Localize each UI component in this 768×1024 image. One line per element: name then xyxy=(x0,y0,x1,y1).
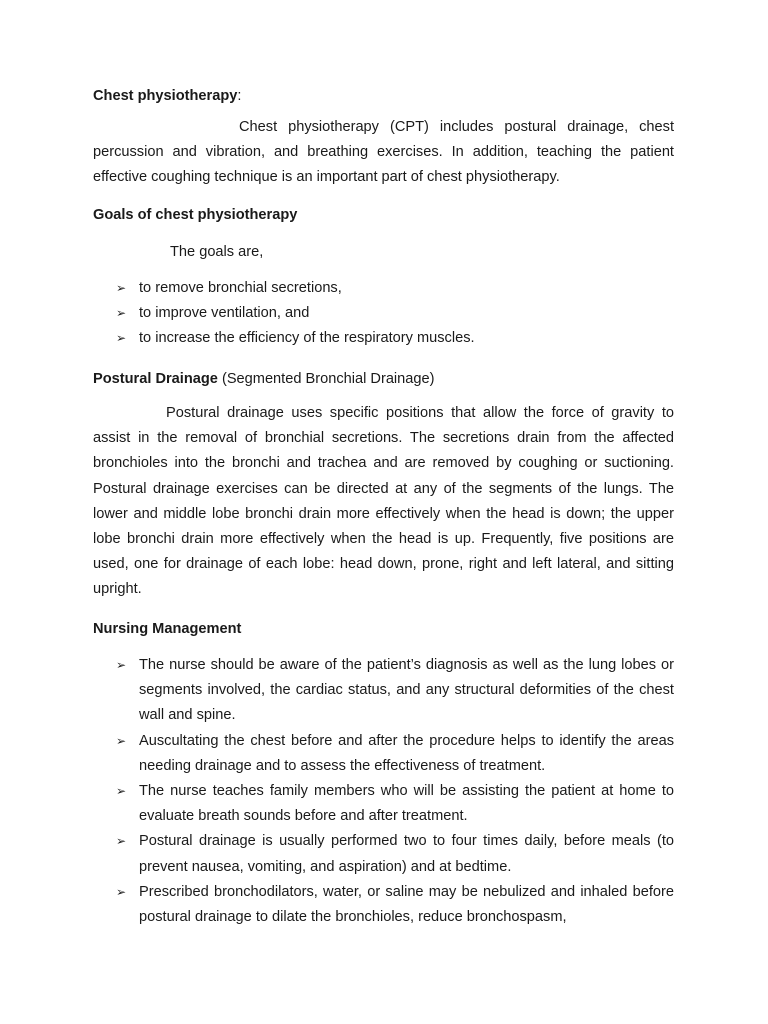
heading-postural-drainage xyxy=(93,370,674,388)
list-item xyxy=(93,779,674,829)
arrow-bullet-icon: ➢ xyxy=(116,834,127,849)
heading-nursing-management: Nursing Management xyxy=(93,621,242,637)
list-item xyxy=(93,276,674,301)
list-item-text: Postural drainage is usually performed two to four times daily, before meals (to prevent nausea, vomiting, and aspiration) and at bedtime. xyxy=(139,833,674,875)
arrow-bullet-icon: ➢ xyxy=(116,658,127,672)
list-item xyxy=(93,829,674,879)
arrow-bullet-icon: ➢ xyxy=(116,884,127,899)
list-item xyxy=(93,301,674,326)
cpt-paragraph: Chest physiotherapy (CPT) includes postural drainage, chest percussion and vibration, and breathing exercises. In addition, teaching the patient effective coughing technique is an important part of chest physiotherapy. xyxy=(93,119,674,186)
nursing-list xyxy=(93,653,674,930)
list-item-text: The nurse should be aware of the patient’s diagnosis as well as the lung lobes or segments involved, the cardiac status, and any structural deformities of the chest wall and spine. xyxy=(139,657,674,724)
list-item-text: The nurse teaches family members who will be assisting the patient at home to evaluate breath sounds before and after treatment. xyxy=(139,783,674,825)
list-item xyxy=(93,880,674,930)
goals-lead: The goals are, xyxy=(170,244,264,260)
heading-chest-physiotherapy xyxy=(93,87,674,105)
list-item xyxy=(93,326,674,351)
arrow-bullet-icon: ➢ xyxy=(116,733,127,748)
list-item xyxy=(93,729,674,779)
heading-text: Postural Drainage xyxy=(93,371,218,387)
arrow-bullet-icon: ➢ xyxy=(116,281,127,295)
heading-suffix: (Segmented Bronchial Drainage) xyxy=(217,371,435,387)
heading-suffix: : xyxy=(237,88,242,104)
goals-list xyxy=(93,276,674,352)
arrow-bullet-icon: ➢ xyxy=(116,306,127,321)
list-item-text: Prescribed bronchodilators, water, or saline may be nebulized and inhaled before postural drainage to dilate the bronchioles, reduce bronchospasm, xyxy=(139,883,674,926)
list-item-text: Auscultating the chest before and after the procedure helps to identify the areas needing drainage and to assess the effectiveness of treatment. xyxy=(139,732,674,774)
heading-text: Chest physiotherapy xyxy=(93,88,238,104)
list-item-text: to improve ventilation, and xyxy=(139,305,310,322)
list-item xyxy=(93,653,674,729)
list-item-text: to remove bronchial secretions, xyxy=(139,280,342,296)
arrow-bullet-icon: ➢ xyxy=(116,331,127,346)
list-item-text: to increase the efficiency of the respiratory muscles. xyxy=(139,330,475,347)
heading-goals: Goals of chest physiotherapy xyxy=(93,207,298,223)
arrow-bullet-icon: ➢ xyxy=(116,784,127,799)
postural-paragraph: Postural drainage uses specific positions that allow the force of gravity to assist in the removal of bronchial secretions. The secretions drain from the affected bronchioles into the bronchi and trachea and are removed by coughing or suctioning. Postural drainage exercises can be directed at any of the segments of the lungs. The lower and middle lobe bronchi drain more effectively when the head is down; the upper lobe bronchi drain more effectively when the head is up. Frequently, five positions are used, one for drainage of each lobe: head down, prone, right and left lateral, and sitting upright. xyxy=(93,405,674,598)
